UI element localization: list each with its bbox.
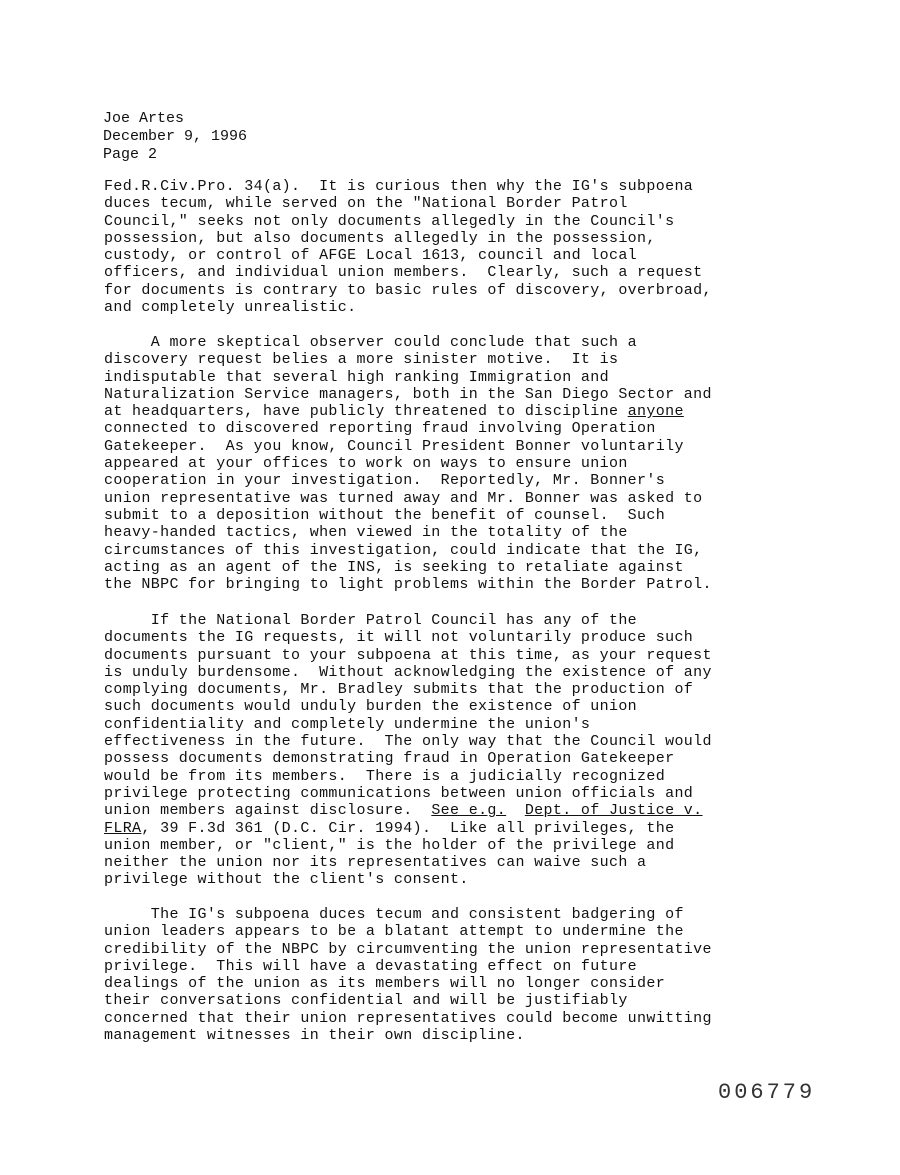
text-line: possess documents demonstrating fraud in Operation Gatekeeper bbox=[104, 750, 675, 768]
text-line: union representative was turned away and Mr. Bonner was asked to bbox=[104, 489, 703, 507]
text-line: possession, but also documents allegedly in the possession, bbox=[104, 229, 656, 247]
text-line: confidentiality and completely undermine the union's bbox=[104, 715, 591, 733]
text-line-with-citation bbox=[104, 820, 804, 837]
text-line: The IG's subpoena duces tecum and consistent badgering of bbox=[104, 906, 684, 923]
text-line: the NBPC for bringing to light problems within the Border Patrol. bbox=[104, 576, 712, 594]
letter-date: December 9, 1996 bbox=[103, 128, 248, 145]
paragraph-3 bbox=[104, 612, 804, 889]
text-line: appeared at your offices to work on ways to ensure union bbox=[104, 455, 628, 473]
text-line: Naturalization Service managers, both in the San Diego Sector and bbox=[104, 385, 712, 403]
case-name-part-2: FLRA bbox=[104, 819, 142, 837]
text-line: discovery request belies a more sinister motive. It is bbox=[104, 351, 619, 369]
text-line: connected to discovered reporting fraud involving Operation bbox=[104, 420, 656, 438]
text-line: Council," seeks not only documents allegedly in the Council's bbox=[104, 212, 675, 230]
text-line: privilege without the client's consent. bbox=[104, 871, 469, 889]
text-line: indisputable that several high ranking Immigration and bbox=[104, 368, 609, 386]
text-line: duces tecum, while served on the "National Border Patrol bbox=[104, 195, 628, 213]
text-line: union leaders appears to be a blatant attempt to undermine the bbox=[104, 923, 684, 941]
text-line: concerned that their union representatives could become unwitting bbox=[104, 1009, 712, 1027]
paragraph-2 bbox=[104, 334, 804, 593]
text-line: acting as an agent of the INS, is seeking to retaliate against bbox=[104, 558, 684, 576]
text-line: privilege protecting communications between union officials and bbox=[104, 784, 694, 802]
text-line-part: , 39 F.3d 361 (D.C. Cir. 1994). Like all privileges, the bbox=[141, 819, 675, 837]
text-line: management witnesses in their own discipline. bbox=[104, 1027, 525, 1045]
text-line: submit to a deposition without the benefit of counsel. Such bbox=[104, 506, 666, 524]
text-line: is unduly burdensome. Without acknowledging the existence of any bbox=[104, 663, 712, 681]
text-line-part: union members against disclosure. bbox=[104, 802, 432, 820]
text-line: credibility of the NBPC by circumventing the union representative bbox=[104, 940, 712, 958]
text-line: Gatekeeper. As you know, Council President Bonner voluntarily bbox=[104, 437, 684, 455]
underlined-word: anyone bbox=[627, 403, 684, 421]
bates-number: 006779 bbox=[718, 1080, 816, 1105]
text-line: privilege. This will have a devastating effect on future bbox=[104, 957, 638, 975]
text-line: documents pursuant to your subpoena at this time, as your request bbox=[104, 646, 712, 664]
text-line: dealings of the union as its members will no longer consider bbox=[104, 975, 666, 993]
text-line: effectiveness in the future. The only way that the Council would bbox=[104, 733, 712, 751]
text-line: their conversations confidential and will be justifiably bbox=[104, 992, 628, 1010]
text-line: complying documents, Mr. Bradley submits that the production of bbox=[104, 681, 694, 699]
text-line: such documents would unduly burden the existence of union bbox=[104, 698, 638, 716]
text-line: If the National Border Patrol Council has any of the bbox=[104, 612, 638, 629]
text-line: would be from its members. There is a judicially recognized bbox=[104, 767, 666, 785]
page-number: Page 2 bbox=[103, 146, 158, 163]
text-line-part: at headquarters, have publicly threatened to discipline bbox=[104, 403, 628, 421]
text-line: documents the IG requests, it will not voluntarily produce such bbox=[104, 629, 694, 647]
text-line-with-citation bbox=[104, 802, 804, 819]
text-line: for documents is contrary to basic rules of discovery, overbroad, bbox=[104, 281, 712, 299]
recipient-name: Joe Artes bbox=[103, 110, 185, 127]
text-line: neither the union nor its representatives can waive such a bbox=[104, 854, 647, 872]
text-line: heavy-handed tactics, when viewed in the totality of the bbox=[104, 524, 628, 542]
text-line: circumstances of this investigation, could indicate that the IG, bbox=[104, 541, 703, 559]
letter-header bbox=[103, 110, 247, 164]
citation-spacer bbox=[506, 802, 525, 819]
text-line: custody, or control of AFGE Local 1613, council and local bbox=[104, 247, 638, 265]
case-name-part-1: Dept. of Justice v. bbox=[524, 802, 703, 820]
paragraph-4 bbox=[104, 906, 804, 1044]
paragraph-1 bbox=[104, 178, 804, 316]
text-line: cooperation in your investigation. Reportedly, Mr. Bonner's bbox=[104, 472, 666, 490]
text-line: Fed.R.Civ.Pro. 34(a). It is curious then why the IG's subpoena bbox=[104, 178, 694, 195]
text-line: officers, and individual union members. Clearly, such a request bbox=[104, 264, 703, 282]
text-line-with-emphasis bbox=[104, 403, 804, 420]
text-line: union member, or "client," is the holder of the privilege and bbox=[104, 836, 675, 854]
citation-signal: See e.g. bbox=[431, 802, 507, 820]
text-line: and completely unrealistic. bbox=[104, 299, 357, 317]
text-line: A more skeptical observer could conclude that such a bbox=[104, 334, 638, 351]
